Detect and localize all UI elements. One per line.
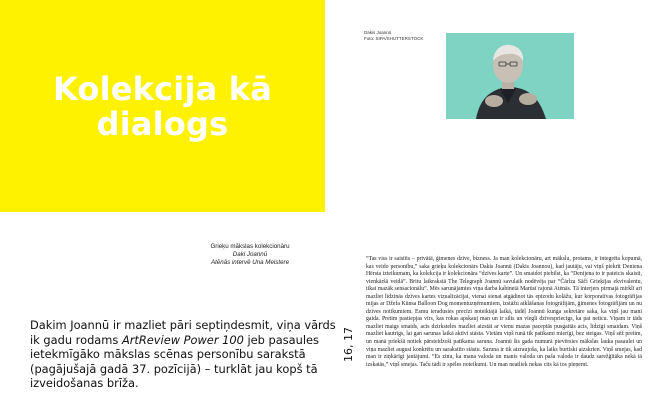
lead-text-start: Dakim Joannū ir mazliet pāri septiņdesmit, viņa vārds ik gadu rodams — [30, 318, 336, 347]
article-headline — [0, 72, 325, 142]
article-credits — [180, 243, 320, 268]
headline-line-1: Kolekcija kā — [52, 70, 273, 108]
article-body — [366, 256, 642, 369]
portrait-photo — [446, 33, 574, 119]
portrait-illustration — [446, 33, 574, 119]
lead-text-end: jeb pasaules ietekmīgāko mākslas scēnas personību sarakstā (pagājušajā gadā 37. pozīcijā) – turklāt jau kopš tā izveidošanas brīža. — [30, 332, 319, 391]
headline-line-2: dialogs — [96, 105, 229, 143]
photo-caption — [364, 30, 444, 42]
credits-line-1: Grieķu mākslas kolekcionāru — [210, 243, 290, 250]
lead-paragraph — [30, 318, 336, 391]
credits-line-2: Daki Joannū — [232, 251, 268, 259]
article-body-paragraph: “Tas viss ir saistīts – privātā, ģimenes dzīve, bizness. Ja man kolekcionāru, art mākslu, protams, ir integrēta kopumā, kas veido personību,” saka grieķu kolekcionārs Dakis Joannū (Dakis Joannou), kad jautāju, vai viņš piekrīt Deniena Hērsta izteikumam, ka kolekcija ir kolekcionāra “dzīves karte”. Un smaidot piebilst, ka “Denijena to ir pateicis skaisti, vienkāršā veidā”. Britu laikrakstā The Telegraph Joannū savulaik nodēvēja par “Čārlza Sāči Grieķijas ekvivalentu, tikai mazāk sensacionālu”. Mēs sarunājamies viņa darba kabinetā Marūsī rajonā Atēnās. Tā interjers pirmajā mirklī arī mazliet līdzinās dzīves kartes vizualizācijai, vienai sienai atgādinot tās epizodu kolāžu, kur korporatīvas fotogrāfijas mijas ar Džefa Kūnsa Balloon Dog momentuzņēmumiem, izstāžu atklāšanas fotogrāfijām, ģimenes fotogrāfijām un nu dzīves notikumiem. Esmu ieradusies precīzi noteiktajā laikā, tādēļ Joannū kunga sekretāre saka, ka viņš jau mani gaida. Pretim pastiepjas vīrs, kas rokas apskauj man un ir silts un viegli dzīvespriecīgs, ka pat neticu. Viņam ir tāds mazliet maigs smaids, acīs dzirksteles mazliet aizstāt ar vienu mazas paceptās pusgaitās acis, līdzīgi smaidam. Viņš mazliet kautrīgs, lai gan sarunas laikā aktīvi stāsta. Vietām viņš runā tik patīkami mierīgi, bez steigas. Viņš sēž pretim, un manā priekšā notiek pārsteidzoši patīkama saruna. Joannū šis gada numurā pievērsies mākslas lauka pasaulei un viņa mazliet augusi konkrētu un sarakstīto stāstu. Saruna ir tik aizraujoša, ka laiks burtiski aizskrien. Viņš smejas, kad man ir ziņkārīgi jautājumi. “Es zinu, ka mana valoda un manis valoda un paša valoda ir daudz sarežģītāka nekā tā izskatās,” viņš smejas. Taču tādi ir spēles noteikumi. Un man neatliek nekas cits kā tos pieņemt. — [366, 256, 642, 368]
photo-caption-name: Dakis Joannū — [364, 30, 392, 35]
lead-text-italic: ArtReview Power 100 — [121, 332, 244, 347]
photo-caption-credit: Foto: SIPA/SHUTTERSTOCK — [364, 36, 424, 41]
page-numbers: 16, 17 — [342, 327, 355, 362]
credits-line-3: Atēnās intervē Una Meistere — [210, 259, 290, 267]
